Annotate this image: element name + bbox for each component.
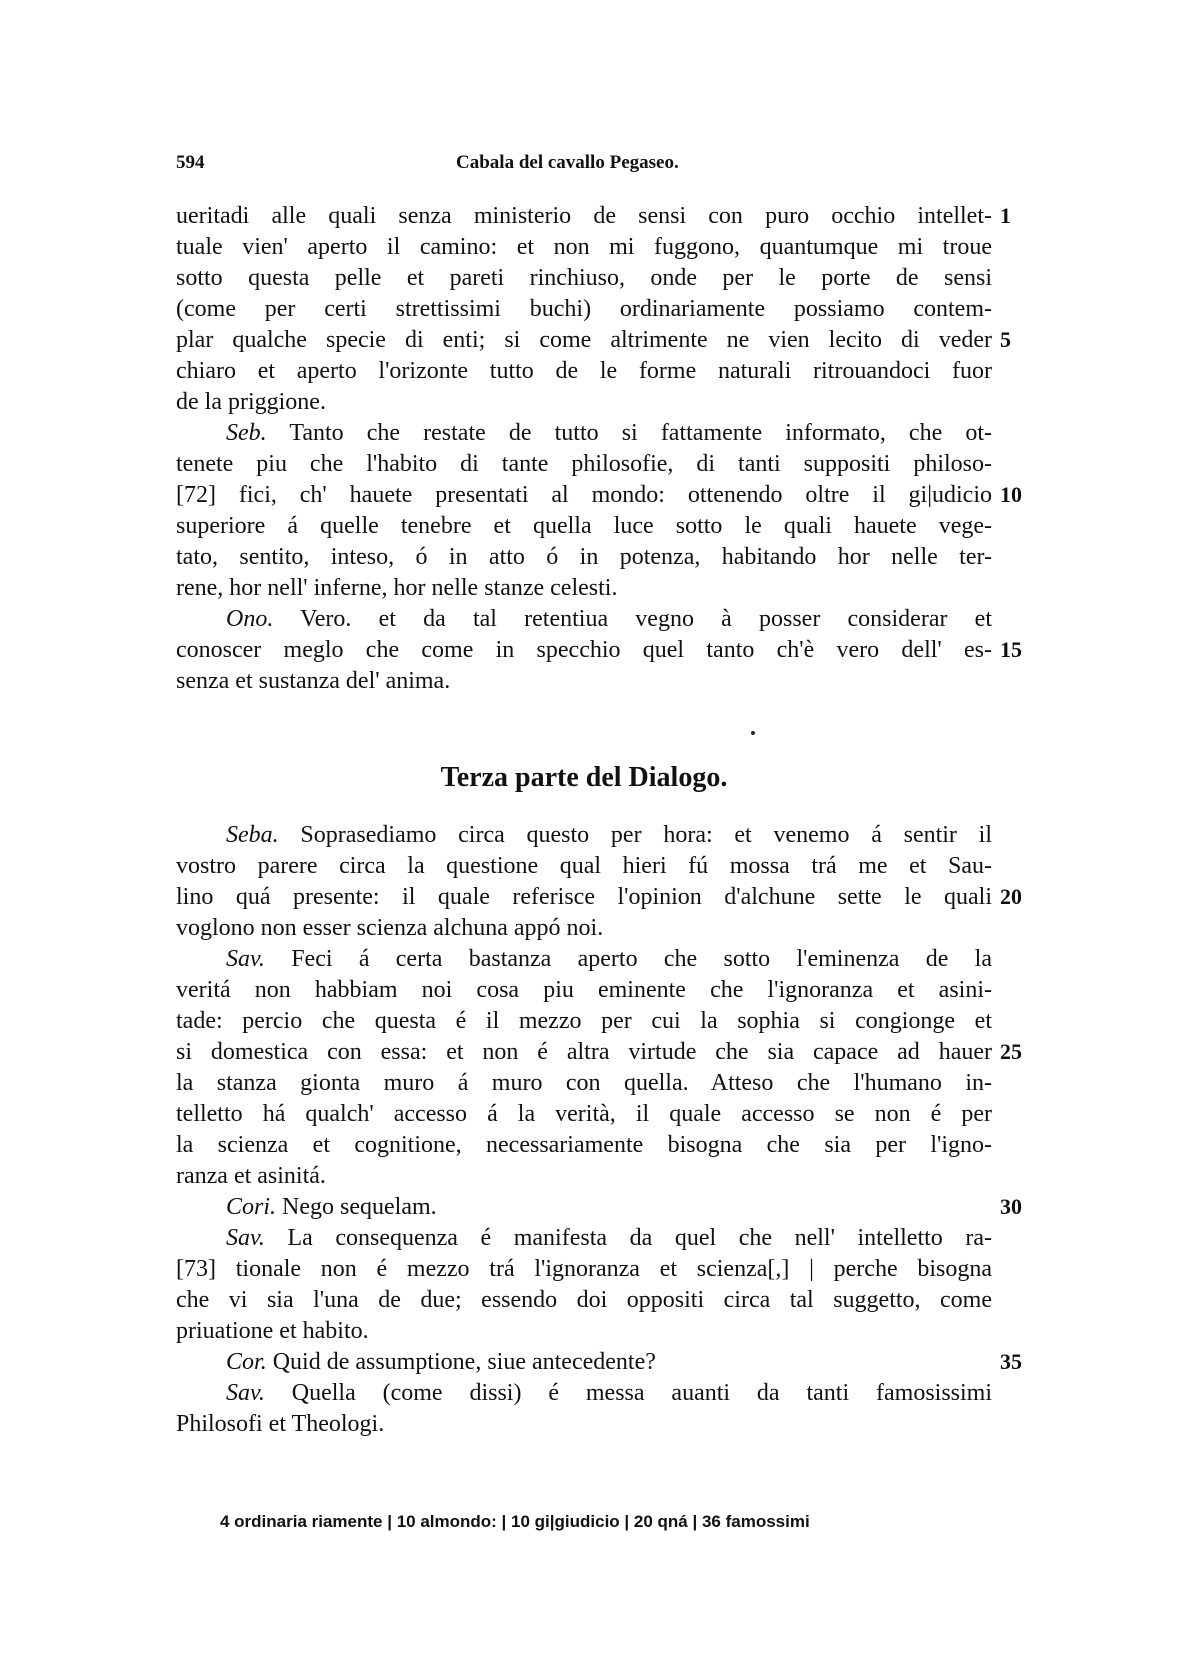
- text-line: plar qualche specie di enti; si come altrimente ne vien lecito di veder: [176, 327, 992, 353]
- text-line: superiore á quelle tenebre et quella luce sotto le quali hauete vege-: [176, 513, 992, 539]
- speaker-label: Cor.: [226, 1349, 267, 1375]
- speech-first-line: [226, 1346, 992, 1378]
- speech-first-line: [226, 603, 992, 635]
- speech-text: Quella (come dissi) é messa auanti da tanti famosissimi: [291, 1380, 993, 1406]
- speaker-label: Sav.: [226, 946, 265, 972]
- speech-first-line: [226, 1222, 992, 1254]
- speech-text: Tanto che restate de tutto si fattamente informato, che ot-: [289, 420, 992, 446]
- text-line: tuale vien' aperto il camino: et non mi fuggono, quantumque mi troue: [176, 234, 992, 260]
- speaker-label: Sav.: [226, 1225, 265, 1251]
- text-line: conoscer meglo che come in specchio quel tanto ch'è vero dell' es-: [176, 637, 992, 663]
- text-line: rene, hor nell' inferne, hor nelle stanze celesti.: [176, 575, 618, 601]
- text-line: la scienza et cognitione, necessariamente bisogna che sia per l'igno-: [176, 1132, 992, 1158]
- text-line: vostro parere circa la questione qual hieri fú mossa trá me et Sau-: [176, 853, 992, 879]
- text-line: sotto questa pelle et pareti rinchiuso, onde per le porte de sensi: [176, 265, 992, 291]
- text-line: [72] fici, ch' hauete presentati al mondo: ottenendo oltre il gi|udicio: [176, 482, 992, 508]
- text-line: tato, sentito, inteso, ó in atto ó in potenza, habitando hor nelle ter-: [176, 544, 992, 570]
- text-line: voglono non esser scienza alchuna appó noi.: [176, 915, 604, 941]
- text-line: che vi sia l'una de due; essendo doi oppositi circa tal suggetto, come: [176, 1287, 992, 1313]
- line-number: 1: [1000, 203, 1011, 228]
- text-line: priuatione et habito.: [176, 1318, 369, 1344]
- speech-first-line: [226, 417, 992, 449]
- speech-first-line: [226, 943, 992, 975]
- speaker-label: Sav.: [226, 1380, 265, 1406]
- speech-text: La consequenza é manifesta da quel che nell' intelletto ra-: [287, 1225, 992, 1251]
- text-line: si domestica con essa: et non é altra virtude che sia capace ad hauer: [176, 1039, 992, 1065]
- text-line: ueritadi alle quali senza ministerio de sensi con puro occhio intellet-: [176, 203, 992, 229]
- line-number: 35: [1000, 1349, 1022, 1374]
- printers-dot: [751, 731, 755, 735]
- speech-text: Feci á certa bastanza aperto che sotto l'eminenza de la: [291, 946, 993, 972]
- text-line: veritá non habbiam noi cosa piu eminente che l'ignoranza et asini-: [176, 977, 992, 1003]
- line-number: 10: [1000, 482, 1022, 507]
- text-line: de la priggione.: [176, 389, 326, 415]
- text-line: (come per certi strettissimi buchi) ordinariamente possiamo contem-: [176, 296, 992, 322]
- speaker-label: Seb.: [226, 420, 267, 446]
- text-line: senza et sustanza del' anima.: [176, 668, 451, 694]
- speech-first-line: [226, 1191, 992, 1223]
- line-number: 30: [1000, 1194, 1022, 1219]
- text-line: telletto há qualch' accesso á la verità, il quale accesso se non é per: [176, 1101, 992, 1127]
- speech-text: Quid de assumptione, siue antecedente?: [272, 1349, 656, 1375]
- speech-text: Vero. et da tal retentiua vegno à posser considerar et: [300, 606, 992, 632]
- text-line: lino quá presente: il quale referisce l'opinion d'alchune sette le quali: [176, 884, 992, 910]
- speech-first-line: [226, 819, 992, 851]
- page-header: [176, 152, 992, 182]
- line-number: 15: [1000, 637, 1022, 662]
- text-line: la stanza gionta muro á muro con quella. Atteso che l'humano in-: [176, 1070, 992, 1096]
- text-line: Philosofi et Theologi.: [176, 1411, 385, 1437]
- speaker-label: Seba.: [226, 822, 279, 848]
- speaker-label: Cori.: [226, 1194, 277, 1220]
- speech-text: Soprasediamo circa questo per hora: et venemo á sentir il: [300, 822, 993, 848]
- speech-first-line: [226, 1377, 992, 1409]
- page-number: 594: [176, 152, 205, 173]
- text-line: ranza et asinitá.: [176, 1163, 326, 1189]
- text-line: chiaro et aperto l'orizonte tutto de le forme naturali ritrouandoci fuor: [176, 358, 992, 384]
- line-number: 5: [1000, 327, 1011, 352]
- line-number: 20: [1000, 884, 1022, 909]
- text-line: tenete piu che l'habito di tante philosofie, di tanti suppositi philoso-: [176, 451, 992, 477]
- section-heading: Terza parte del Dialogo.: [440, 762, 728, 793]
- speech-text: Nego sequelam.: [282, 1194, 437, 1220]
- line-number: 25: [1000, 1039, 1022, 1064]
- speaker-label: Ono.: [226, 606, 274, 632]
- text-line: [73] tionale non é mezzo trá l'ignoranza et scienza[,] | perche bisogna: [176, 1256, 992, 1282]
- running-title: Cabala del cavallo Pegaseo.: [456, 152, 679, 173]
- text-line: tade: percio che questa é il mezzo per cui la sophia si congionge et: [176, 1008, 992, 1034]
- critical-apparatus-footnote: 4 ordinaria riamente | 10 almondo: | 10 gi|giudicio | 20 qná | 36 famossimi: [220, 1512, 810, 1531]
